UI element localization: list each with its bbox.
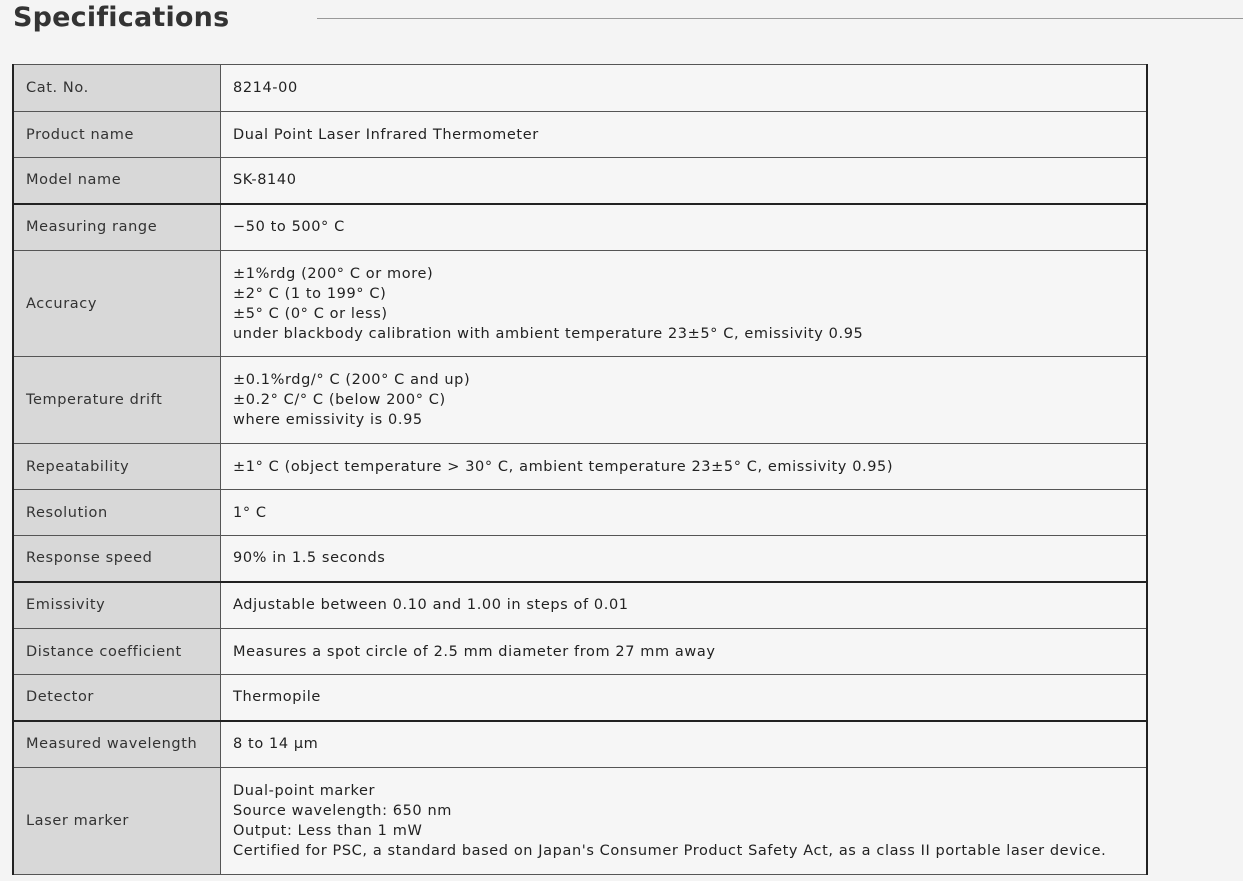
spec-label: Emissivity xyxy=(13,582,221,629)
table-row xyxy=(13,158,1147,204)
spec-value xyxy=(221,629,1148,675)
spec-value xyxy=(221,204,1148,251)
specifications-header xyxy=(0,0,1243,40)
table-row xyxy=(13,629,1147,675)
spec-value xyxy=(221,251,1148,357)
table-row xyxy=(13,112,1147,158)
spec-value-line: Dual-point marker xyxy=(233,783,376,799)
table-row xyxy=(13,675,1147,721)
spec-value-line: ±2° C (1 to 199° C) xyxy=(233,285,387,302)
spec-label: Resolution xyxy=(13,490,221,536)
spec-label: Accuracy xyxy=(13,251,221,357)
spec-value-line: Measures a spot circle of 2.5 mm diameter from 27 mm away xyxy=(233,643,716,660)
spec-label: Detector xyxy=(13,675,221,721)
spec-value-line: Thermopile xyxy=(233,689,321,706)
spec-value xyxy=(221,721,1148,768)
spec-label: Distance coefficient xyxy=(13,629,221,675)
spec-label: Cat. No. xyxy=(13,65,221,112)
table-row xyxy=(13,490,1147,536)
table-row xyxy=(13,357,1147,444)
spec-value-line: ±0.1%rdg/° C (200° C and up) xyxy=(233,372,471,388)
spec-value-line: under blackbody calibration with ambient temperature 23±5° C, emissivity 0.95 xyxy=(233,325,864,342)
spec-value-line: ±5° C (0° C or less) xyxy=(233,305,388,322)
table-row xyxy=(13,582,1147,629)
spec-label: Temperature drift xyxy=(13,357,221,444)
spec-value xyxy=(221,158,1148,204)
title-divider xyxy=(317,18,1243,19)
spec-value-line: ±1%rdg (200° C or more) xyxy=(233,265,434,282)
spec-value-line: 8 to 14 μm xyxy=(233,736,319,753)
spec-label: Repeatability xyxy=(13,444,221,490)
spec-value-line: Adjustable between 0.10 and 1.00 in steps of 0.01 xyxy=(233,597,629,614)
spec-value xyxy=(221,582,1148,629)
spec-value-line: Source wavelength: 650 nm xyxy=(233,803,452,819)
spec-value xyxy=(221,444,1148,490)
spec-value-line: ±1° C (object temperature > 30° C, ambient temperature 23±5° C, emissivity 0.95) xyxy=(233,458,894,475)
spec-value-line: ±0.2° C/° C (below 200° C) xyxy=(233,392,446,408)
spec-label: Laser marker xyxy=(13,768,221,875)
spec-value-line: 90% in 1.5 seconds xyxy=(233,550,386,567)
spec-value xyxy=(221,112,1148,158)
spec-label: Response speed xyxy=(13,536,221,582)
table-row xyxy=(13,768,1147,875)
spec-value-line: Output: Less than 1 mW xyxy=(233,823,423,839)
spec-value xyxy=(221,357,1148,444)
spec-value xyxy=(221,536,1148,582)
spec-value-line: SK-8140 xyxy=(233,172,297,189)
spec-value xyxy=(221,768,1148,875)
spec-label: Model name xyxy=(13,158,221,204)
specifications-table xyxy=(12,64,1148,875)
table-row xyxy=(13,721,1147,768)
spec-label: Measured wavelength xyxy=(13,721,221,768)
table-row xyxy=(13,204,1147,251)
spec-value-line: 8214-00 xyxy=(233,80,298,96)
table-row xyxy=(13,65,1147,112)
spec-value xyxy=(221,675,1148,721)
specifications-table-body xyxy=(13,65,1147,875)
spec-label: Product name xyxy=(13,112,221,158)
spec-value-line: 1° C xyxy=(233,504,267,521)
spec-label: Measuring range xyxy=(13,204,221,251)
page-title: Specifications xyxy=(13,2,230,33)
table-row xyxy=(13,536,1147,582)
spec-value xyxy=(221,490,1148,536)
spec-value-line: Dual Point Laser Infrared Thermometer xyxy=(233,126,539,143)
spec-value-line: −50 to 500° C xyxy=(233,219,345,236)
table-row xyxy=(13,251,1147,357)
spec-value-line: where emissivity is 0.95 xyxy=(233,412,423,428)
table-row xyxy=(13,444,1147,490)
spec-value xyxy=(221,65,1148,112)
spec-value-line: Certified for PSC, a standard based on Japan's Consumer Product Safety Act, as a class II portable laser device. xyxy=(233,843,1107,859)
